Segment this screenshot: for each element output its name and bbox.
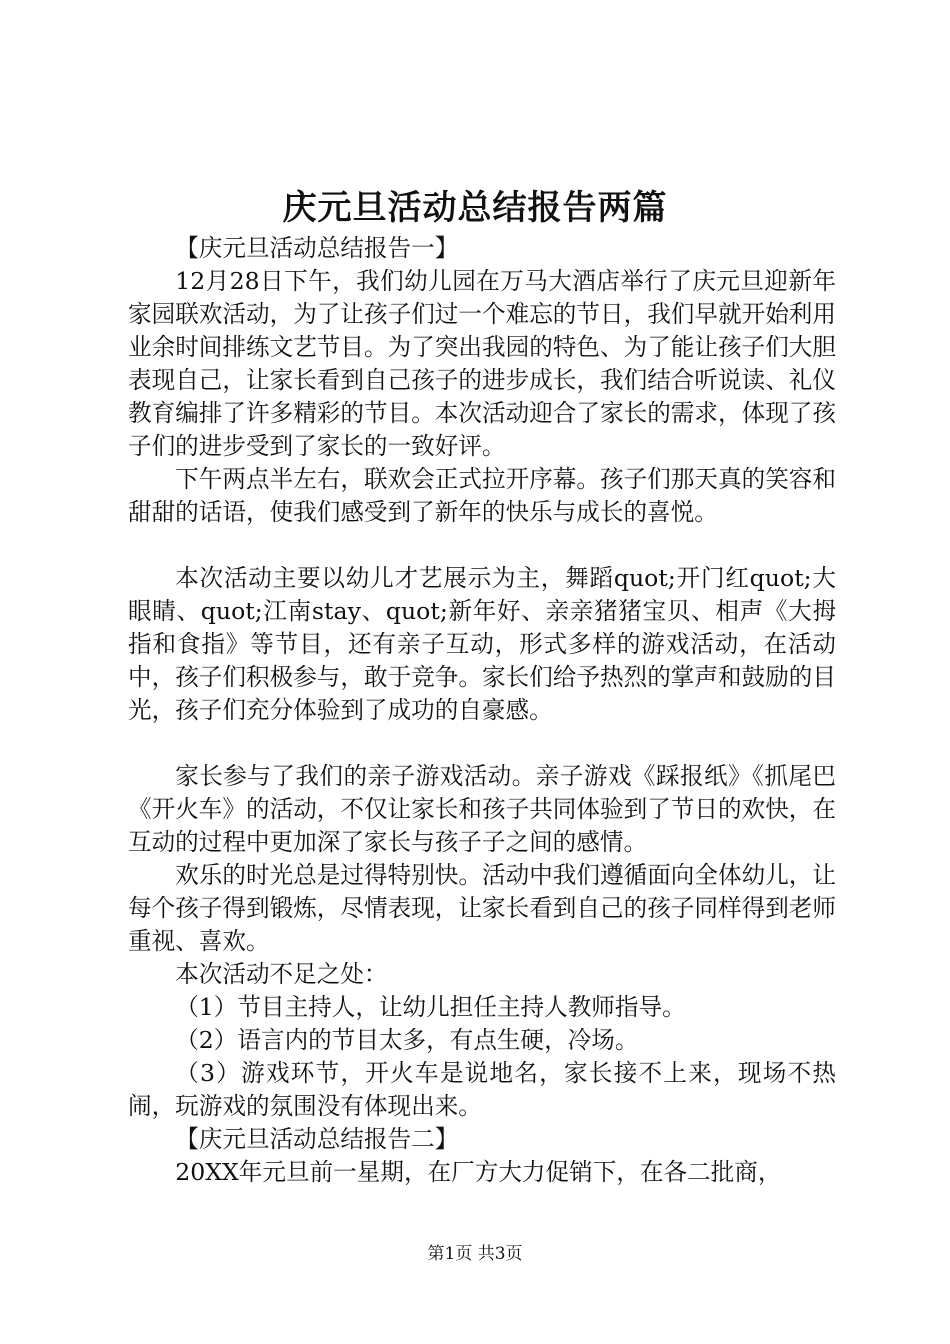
list-item: （3）游戏环节，开火车是说地名，家长接不上来，现场不热闹，玩游戏的氛围没有体现出来。	[128, 1059, 836, 1120]
paragraph: 本次活动不足之处：	[175, 960, 388, 988]
paragraph: 下午两点半左右，联欢会正式拉开序幕。孩子们那天真的笑容和甜甜的话语，使我们感受到了新年的快乐与成长的喜悦。	[128, 465, 836, 526]
section-heading-2: 【庆元旦活动总结报告二】	[175, 1125, 459, 1153]
document-title: 庆元旦活动总结报告两篇	[282, 188, 668, 228]
section-heading-1: 【庆元旦活动总结报告一】	[175, 234, 459, 262]
paragraph: 欢乐的时光总是过得特别快。活动中我们遵循面向全体幼儿，让每个孩子得到锻炼，尽情表现，让家长看到自己的孩子同样得到老师重视、喜欢。	[128, 861, 836, 955]
list-item: （1）节目主持人，让幼儿担任主持人教师指导。	[175, 993, 686, 1021]
page-footer: 第1页 共3页	[427, 1244, 523, 1264]
paragraph: 家长参与了我们的亲子游戏活动。亲子游戏《踩报纸》《抓尾巴《开火车》的活动，不仅让家长和孩子共同体验到了节日的欢快，在互动的过程中更加深了家长与孩子子之间的感情。	[128, 762, 836, 856]
list-item: （2）语言内的节目太多，有点生硬，冷场。	[175, 1026, 639, 1054]
paragraph: 12月28日下午，我们幼儿园在万马大酒店举行了庆元旦迎新年家园联欢活动，为了让孩子们过一个难忘的节日，我们早就开始利用业余时间排练文艺节目。为了突出我园的特色、为了能让孩子们大胆表现自己，让家长看到自己孩子的进步成长，我们结合听说读、礼仪教育编排了许多精彩的节目。本次活动迎合了家长的需求，体现了孩子们的进步受到了家长的一致好评。	[128, 267, 836, 460]
paragraph: 20XX年元旦前一星期，在厂方大力促销下，在各二批商，	[175, 1158, 782, 1186]
paragraph: 本次活动主要以幼儿才艺展示为主，舞蹈quot;开门红quot;大眼睛、quot;江南stay、quot;新年好、亲亲猪猪宝贝、相声《大拇指和食指》等节目，还有亲子互动，形式多样的游戏活动，在活动中，孩子们积极参与，敢于竞争。家长们给予热烈的掌声和鼓励的目光，孩子们充分体验到了成功的自豪感。	[128, 564, 836, 724]
document-body	[128, 232, 836, 1189]
